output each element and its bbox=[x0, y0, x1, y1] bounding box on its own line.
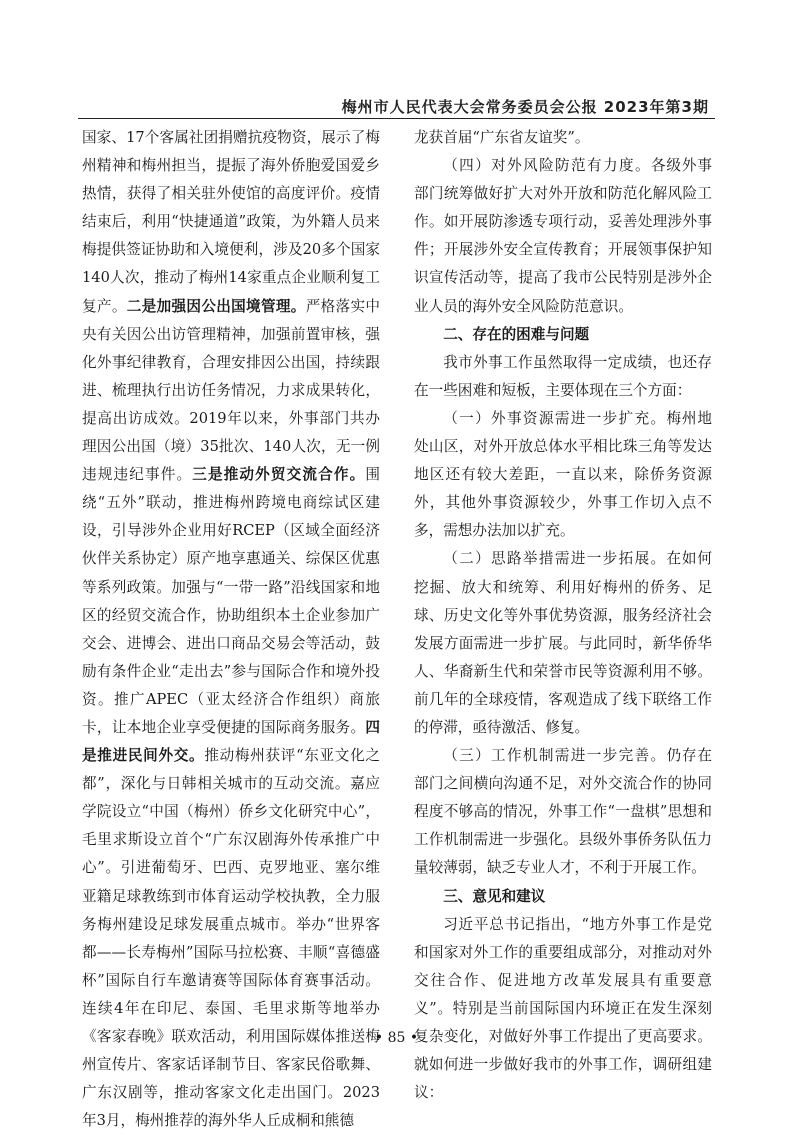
right-paragraph bbox=[414, 545, 712, 742]
left-paragraph bbox=[82, 124, 380, 1135]
text-run: 在如何挖掘、放大和统筹、利用好梅州的侨务、足球、历史文化等外事优势资源，服务经济社会发展方面需进一步扩展。与此同时，新华侨华人、华裔新生代和荣誉市民等资源利用不够。前几年的全球疫情，客观造成了线下联络工作的停滞，亟待激活、修复。 bbox=[414, 550, 712, 736]
text-run: 各级外事部门统筹做好扩大对外开放和防范化解风险工作。如开展防渗透专项行动，妥善处理涉外事件；开展涉外安全宣传教育；开展领事保护知识宣传活动等，提高了我市公民特别是涉外企业人员的海外安全风险防范意识。 bbox=[414, 157, 712, 315]
section-lead: （四）对外风险防范有力度。 bbox=[443, 157, 651, 175]
section-heading: 三、意见和建议 bbox=[443, 887, 546, 905]
text-run: 梅州地处山区，对外开放总体水平相比珠三角等发达地区还有较大差距，一直以来，除侨务资源外，其他外事资源较少，外事工作切入点不多，需想办法加以扩充。 bbox=[414, 409, 712, 540]
bold-subheading: 四是推进民间外交。 bbox=[82, 718, 380, 765]
right-paragraph: 龙获首届“广东省友谊奖”。 bbox=[414, 129, 590, 146]
left-column bbox=[82, 124, 380, 1135]
right-paragraph: 习近平总书记指出，“地方外事工作是党和国家对外工作的重要组成部分，对推动对外交往合作、促进地方改革发展具有重要意义”。特别是当前国际国内环境正在发生深刻复杂变化，对做好外事工作提出了更高要求。就如何进一步做好我市的外事工作，调研组建议： bbox=[414, 915, 712, 1102]
text-run: 推动梅州获评“东亚文化之都”，深化与日韩相关城市的互动交流。嘉应学院设立“中国（梅州）侨乡文化研究中心”，毛里求斯设立首个“广东汉剧海外传承推广中心”。引进葡萄牙、巴西、克罗地亚、塞尔维亚籍足球教练到市体育运动学校执教，全力服务梅州建设足球发展重点城市。举办“世界客都——长寿梅州”国际马拉松赛、丰顺“喜德盛杯”国际自行车邀请赛等国际体育赛事活动。连续4年在印尼、泰国、毛里求斯等地举办《客家春晚》联欢活动，利用国际媒体推送梅州宣传片、客家话译制节目、客家民俗歌舞、广东汉剧等，推动客家文化走出国门。2023年3月，梅州推荐的海外华人丘成桐和熊德 bbox=[82, 747, 380, 1130]
bold-subheading: 三是推动外贸交流合作。 bbox=[192, 466, 366, 484]
bold-subheading: 二是加强因公出国境管理。 bbox=[126, 297, 306, 315]
text-run: 严格落实中央有关因公出访管理精神，加强前置审核，强化外事纪律教育，合理安排因公出国，持续跟进、梳理执行出访任务情况，力求成果转化，提高出访成效。2019年以来，外事部门共办理因公出国（境）35批次、140人次，无一例违规违纪事件。 bbox=[82, 297, 380, 484]
header-divider bbox=[78, 118, 715, 119]
right-column bbox=[414, 124, 712, 1107]
section-lead: （一）外事资源需进一步扩充。 bbox=[443, 409, 667, 427]
section-heading: 二、存在的困难与问题 bbox=[443, 325, 590, 343]
right-paragraph bbox=[414, 742, 712, 882]
text-run: 仍存在部门之间横向沟通不足，对外交流合作的协同程度不够高的情况，外事工作“一盘棋”思想和工作机制需进一步强化。县级外事侨务队伍力量较薄弱，缺乏专业人才，不利于开展工作。 bbox=[414, 747, 712, 877]
section-lead: （三）工作机制需进一步完善。 bbox=[443, 747, 667, 765]
journal-header: 梅州市人民代表大会常务委员会公报 2023年第3期 bbox=[341, 98, 709, 116]
right-paragraph bbox=[414, 152, 712, 321]
text-run: 国家、17个客属社团捐赠抗疫物资，展示了梅州精神和梅州担当，提振了海外侨胞爱国爱乡热情，获得了相关驻外使馆的高度评价。疫情结束后，利用“快捷通道”政策，为外籍人员来梅提供签证协助和入境便利，涉及20多个国家140人次，推动了梅州14家重点企业顺利复工复产。 bbox=[82, 129, 380, 315]
section-lead: （二）思路举措需进一步拓展。 bbox=[443, 550, 667, 568]
right-paragraph bbox=[414, 405, 712, 545]
right-paragraph: 我市外事工作虽然取得一定成绩，也还存在一些困难和短板，主要体现在三个方面： bbox=[414, 353, 712, 399]
page-number: • 85 • bbox=[374, 1030, 419, 1046]
text-run: 围绕“五外”联动，推进梅州跨境电商综试区建设，引导涉外企业用好RCEP（区域全面经济伙伴关系协定）原产地享惠通关、综保区优惠等系列政策。加强与“一带一路”沿线国家和地区的经贸交流合作，协助组织本土企业参加广交会、进博会、进出口商品交易会等活动，鼓励有条件企业“走出去”参与国际合作和境外投资。推广APEC（亚太经济合作组织）商旅卡，让本地企业享受便捷的国际商务服务。 bbox=[82, 466, 380, 736]
